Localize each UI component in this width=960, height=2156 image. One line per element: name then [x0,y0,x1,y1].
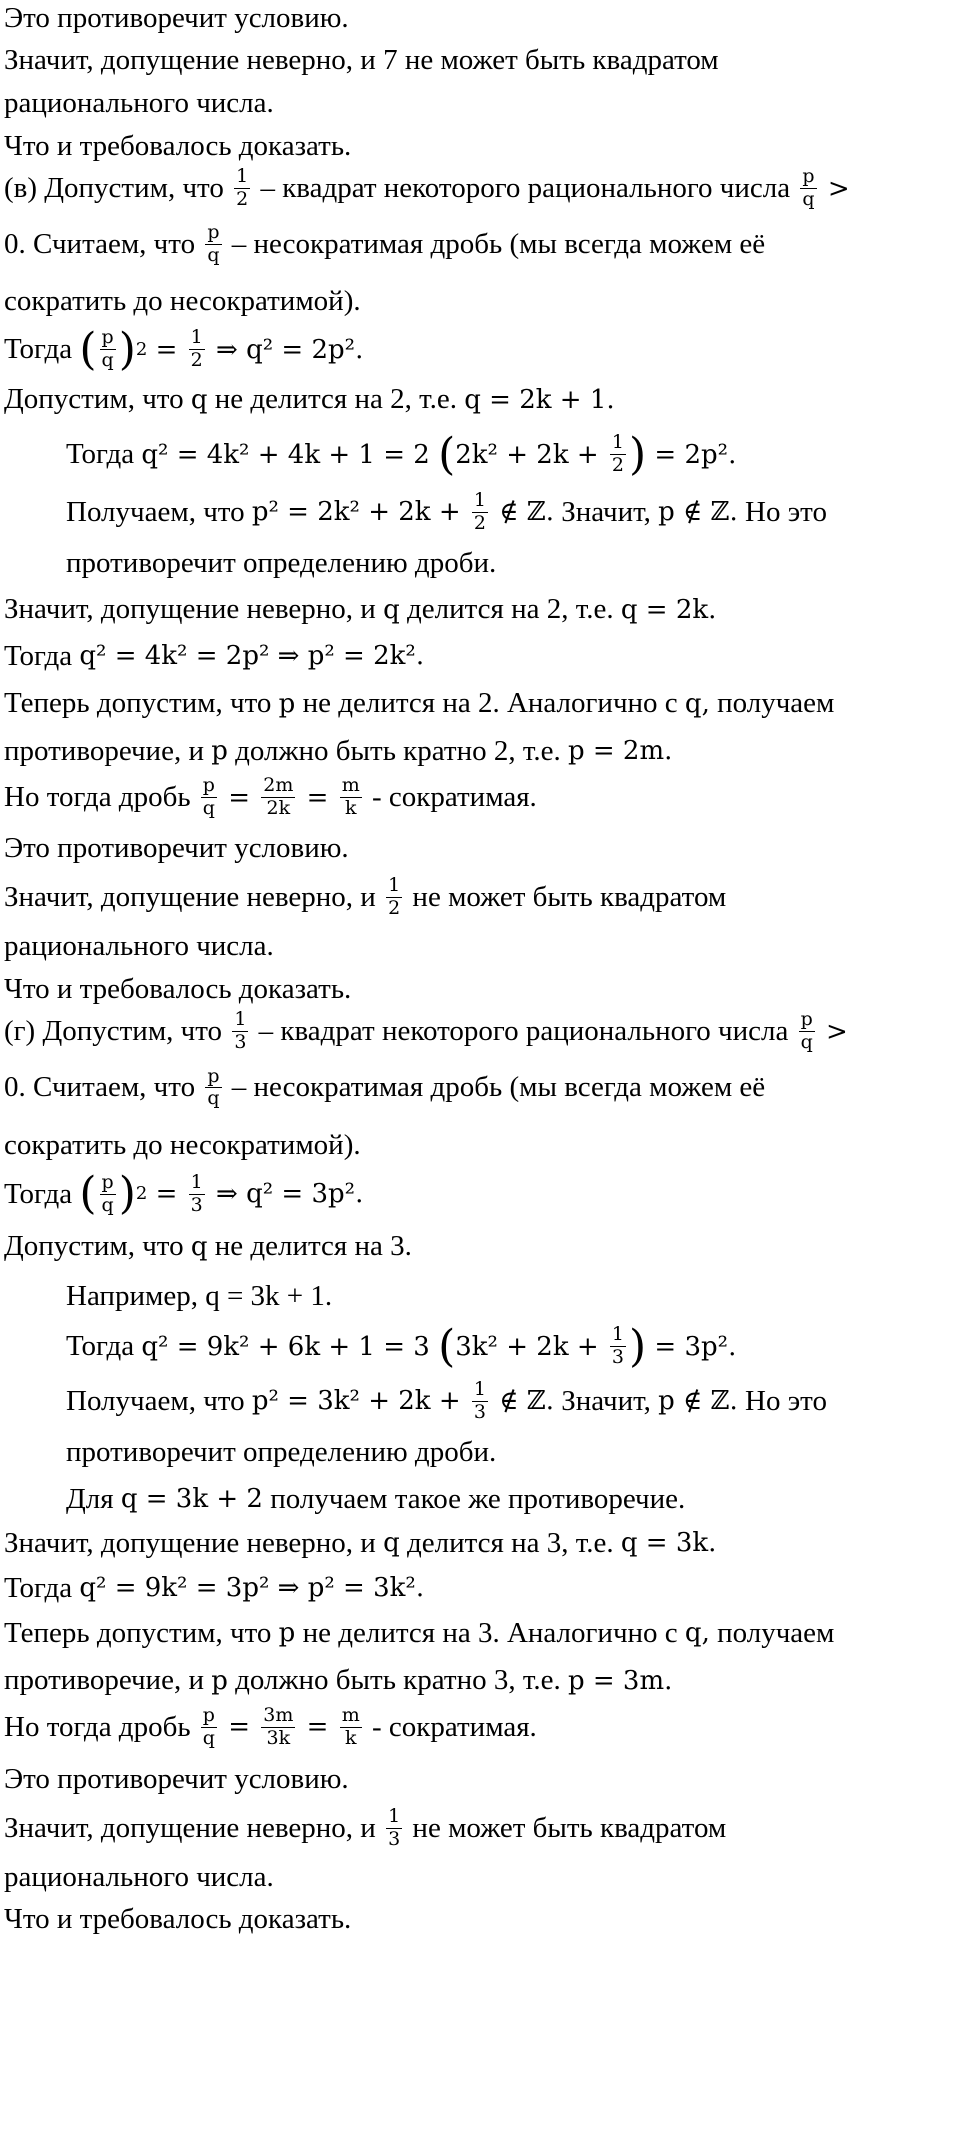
fraction-numerator: 1 [190,1170,203,1193]
fraction [261,776,295,819]
fraction-denominator: k [344,797,357,820]
math-run: ⇒ q² = 2p². [207,334,364,365]
text-line [4,159,850,219]
math-run: q [190,1231,208,1262]
text-run: противоречит определению дроби. [66,546,497,579]
math-run: p ∉ ℤ. [658,1386,738,1417]
text-run: Значит, допущение неверно, и [4,593,384,626]
fraction-numerator: m [341,1703,360,1726]
fraction-denominator: q [207,1087,220,1110]
text-run: Но это [737,495,827,528]
fraction [205,1064,221,1110]
text-run: Теперь допустим, что [4,1616,279,1649]
text-run: Что и требовалось доказать. [4,972,352,1005]
fraction-denominator: 3 [234,1031,247,1054]
fraction-numerator: p [202,1703,215,1726]
math-run: q = 2k + 1. [464,384,615,415]
fraction [201,776,217,819]
math-run: 2k² + 2k + [455,439,607,470]
fraction [232,1010,248,1053]
text-run: Это противоречит условию. [4,832,349,865]
fraction-denominator: 3 [388,1827,401,1850]
fraction-numerator: 1 [611,1323,624,1346]
math-run: p² = 2k² + 2k + [251,497,469,528]
text-run: сократить до несократимой). [4,284,361,317]
fraction-denominator: k [344,1726,357,1749]
math-run: p [278,688,296,719]
paren: ) [118,1168,136,1220]
fraction-denominator: q [202,1726,215,1749]
text-run: Тогда [66,1330,142,1363]
text-run: не делится на 3. Аналогично с [295,1616,685,1649]
math-run: q [383,1528,400,1558]
text-run: Что и требовалось доказать. [4,129,352,162]
text-run: получаем [709,1616,835,1649]
text-run: – квадрат некоторого рационального числа [251,1015,796,1048]
text-run: не может быть квадратом [405,881,727,914]
fraction [234,167,250,210]
fraction-numerator: 3m [263,1703,294,1726]
fraction [340,1703,362,1749]
text-line [4,370,615,430]
math-run: = [147,1179,186,1210]
fraction [386,1807,402,1850]
text-run: Получаем, что [66,1384,252,1417]
text-run: не делится на 2. Аналогично с [295,687,685,720]
math-run: p [211,1665,228,1696]
text-run: не делится на 2, т.е. [207,383,465,416]
fraction-numerator: 1 [473,1378,486,1401]
text-run: рационального числа. [4,1860,274,1893]
math-run: = 2p². [646,439,737,470]
fraction-denominator: q [101,1193,114,1216]
fraction-numerator: p [207,221,220,244]
text-run: Значит, допущение неверно, и [4,1526,384,1559]
fraction-denominator: q [802,188,815,211]
fraction-denominator: q [101,349,114,372]
math-run: q, [684,1618,710,1649]
text-run: рационального числа. [4,929,274,962]
text-run: Значит, [554,1384,659,1417]
fraction [189,328,205,371]
fraction-denominator: q [207,244,220,267]
fraction [100,328,116,371]
math-run: q, [684,688,710,719]
text-line [66,425,736,485]
text-run: сократить до несократимой). [4,1128,361,1161]
fraction-numerator: p [202,774,215,797]
fraction [340,776,362,819]
math-run: ∉ ℤ. [490,497,554,528]
text-line [4,1164,363,1224]
fraction [261,1703,295,1749]
fraction [472,488,488,534]
text-run: Допустим, что [4,383,191,416]
text-run: должно быть кратно 2, т.е. [227,734,568,767]
paren: ( [438,1320,456,1372]
fraction [201,1703,217,1749]
fraction [386,876,402,919]
text-run: противоречит определению дроби. [66,1436,497,1469]
math-run: = [298,1712,337,1743]
text-run: Теперь допустим, что [4,687,279,720]
fraction [799,1010,815,1053]
paren: ( [79,1168,97,1220]
text-run: Значит, допущение неверно, и [4,1811,384,1844]
text-run: 0. Считаем, что [4,228,203,261]
math-run: = [219,782,259,813]
fraction [189,1170,205,1216]
fraction-denominator: 2 [473,511,486,534]
text-run: – несократимая дробь (мы всегда можем её [224,228,766,261]
text-run: – квадрат некоторого рационального числа [253,172,798,205]
text-run: (г) Допустим, что [4,1015,230,1048]
text-run: делится на 2, т.е. [399,593,621,626]
text-run: Что и требовалось доказать. [4,1903,352,1936]
fraction-denominator: 2 [388,897,401,920]
text-run: противоречие, и [4,734,212,767]
superscript: 2 [135,1183,148,1205]
math-run: q [190,384,208,415]
text-line [66,1317,736,1377]
text-run: делится на 3, т.е. [399,1526,621,1559]
text-run: - сократимая. [364,1710,537,1743]
math-run: = 3p². [646,1331,737,1362]
text-run: Допустим, что [4,1230,191,1263]
fraction-numerator: 2m [263,774,294,797]
fraction-numerator: p [207,1064,220,1087]
fraction-numerator: 1 [236,165,249,188]
math-run: ⇒ q² = 3p². [207,1179,364,1210]
fraction-denominator: 2k [266,797,291,820]
text-run: Но тогда дробь [4,1710,198,1743]
fraction [205,223,221,266]
math-run: > [817,1016,848,1047]
text-run: Это противоречит условию. [4,1763,349,1796]
fraction-numerator: m [341,774,360,797]
math-run: q² = 4k² + 4k + 1 = 2 [141,439,439,470]
text-run: Значит, [554,495,659,528]
math-run: = [147,334,186,365]
math-run: q [383,594,400,625]
text-run: Получаем, что [66,495,252,528]
fraction [610,433,626,476]
fraction-denominator: q [800,1031,813,1054]
fraction-numerator: 1 [234,1008,247,1031]
math-run: q = 3k. [620,1528,717,1558]
fraction-numerator: 1 [388,874,401,897]
math-run: = [298,782,337,813]
text-run: не может быть квадратом [405,1811,727,1844]
text-run: Тогда [66,438,142,471]
text-line [4,1058,765,1118]
fraction-denominator: 3k [266,1726,291,1749]
math-run: q² = 4k² = 2p² ⇒ p² = 2k². [79,641,425,672]
paren: ) [629,1320,647,1372]
text-run: получаем [709,687,835,720]
fraction [800,167,816,210]
text-run: - сократимая. [364,781,537,814]
text-run: Тогда [4,333,80,366]
math-run: > [819,173,850,204]
text-run: – несократимая дробь (мы всегда можем её [224,1071,766,1104]
text-run: не делится на 3. [207,1230,412,1263]
fraction-numerator: p [101,326,114,349]
text-line [4,1697,537,1757]
math-run: p [211,736,228,767]
text-line [4,1890,351,1950]
fraction-numerator: p [800,1008,813,1031]
math-run: q = 2k. [620,594,717,625]
math-run: p² = 3k² + 2k + [251,1386,469,1417]
math-run: = [219,1712,259,1743]
fraction [100,1170,116,1216]
text-run: Например, q = 3k + 1. [66,1280,333,1313]
math-run: 3k² + 2k + [455,1331,607,1362]
fraction-numerator: 1 [473,488,486,511]
math-run: q² = 9k² + 6k + 1 = 3 [141,1331,439,1362]
text-run: получаем такое же противоречие. [262,1482,686,1515]
text-run: рационального числа. [4,86,274,119]
fraction-numerator: p [101,1170,114,1193]
fraction-numerator: 1 [388,1805,401,1828]
math-run: q² = 9k² = 3p² ⇒ p² = 3k². [79,1573,425,1604]
fraction-numerator: p [802,165,815,188]
text-run: Тогда [4,639,80,672]
text-line [4,1002,848,1062]
text-line [4,215,765,275]
fraction [472,1380,488,1423]
paren: ) [118,323,136,375]
fraction-denominator: q [202,797,215,820]
text-run: Для [66,1482,121,1515]
fraction [610,1325,626,1368]
text-run: (в) Допустим, что [4,172,232,205]
fraction-numerator: 1 [611,431,624,454]
fraction-denominator: 3 [190,1193,203,1216]
math-run: p = 2m. [567,736,673,767]
text-run: должно быть кратно 3, т.е. [227,1664,568,1697]
math-run: p = 3m. [567,1665,673,1696]
fraction-denominator: 2 [236,188,249,211]
text-run: Это противоречит условию. [4,1,349,34]
paren: ( [79,323,97,375]
math-run: q = 3k + 2 [120,1484,263,1515]
text-run: Значит, допущение неверно, и 7 не может быть квадратом [4,44,719,77]
text-run: Но тогда дробь [4,781,198,814]
fraction-denominator: 2 [190,349,203,372]
text-run: Тогда [4,1177,80,1210]
text-run: Но это [737,1384,827,1417]
fraction-denominator: 3 [473,1400,486,1423]
paren: ) [629,428,647,480]
math-run: p ∉ ℤ. [658,497,738,528]
text-run: Тогда [4,1571,80,1604]
text-run: противоречие, и [4,1664,212,1697]
text-run: 0. Считаем, что [4,1071,203,1104]
paren: ( [438,428,456,480]
text-run: Значит, допущение неверно, и [4,881,384,914]
fraction-numerator: 1 [190,326,203,349]
math-run: ∉ ℤ. [490,1386,554,1417]
superscript: 2 [135,338,148,360]
fraction-denominator: 2 [611,454,624,477]
fraction-denominator: 3 [611,1346,624,1369]
math-run: p [278,1618,296,1649]
